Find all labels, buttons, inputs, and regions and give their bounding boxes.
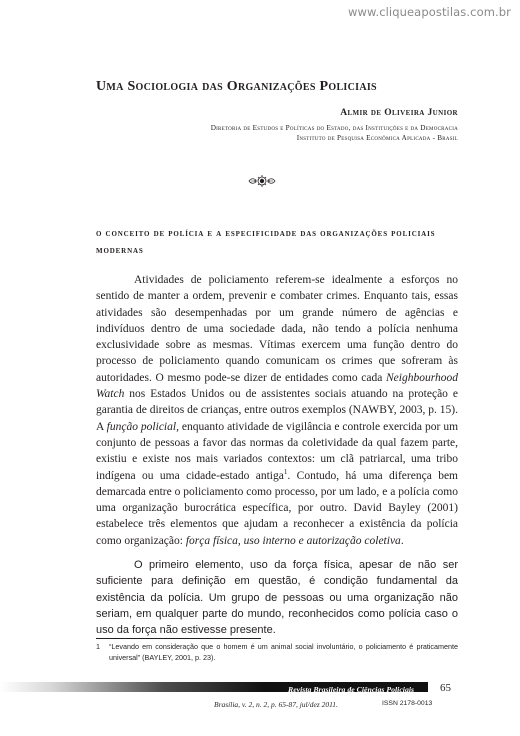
article-author: Almir de Oliveira Junior: [340, 108, 458, 118]
journal-name: Revista Brasileira de Ciências Policiais: [288, 685, 415, 694]
footnote: [96, 642, 458, 663]
text-run: nos Estados Unidos ou de assistentes sociais atuando na proteção e garantia de direitos de crianças, entre outros exemplos (NAWBY, 2003, p. 15). A: [96, 388, 458, 433]
section-heading: o conceito de polícia e a especificidade das organizações policiais modernas: [96, 228, 436, 256]
body-paragraph-1: [96, 272, 458, 549]
italic-term: Neighbourhood Watch: [96, 371, 458, 401]
body-paragraph-2: O primeiro elemento, uso da força física, apesar de não ser suficiente para definição em questão, é condição fundamental da existência da polícia. Um grupo de pessoas ou uma organização não seriam, em qualquer parte do mundo, reconhecidos como polícia caso o uso da força não estivesse presente.: [96, 559, 458, 637]
issn: ISSN 2178-0013: [382, 700, 433, 707]
author-affiliation-1: Diretoria de Estudos e Políticas do Estado, das Instituições e da Democracia: [210, 124, 458, 132]
footnote-text: “Levando em consideração que o homem é um animal social involuntário, o policiamento é praticamente universal” (BAYLEY, 2001, p. 23).: [109, 642, 458, 662]
italic-term: força física, uso interno e autorização coletiva: [185, 534, 401, 547]
footnote-number: 1: [96, 642, 100, 651]
text-run: , enquanto atividade de vigilância e controle exercida por um conjunto de pessoas a favor das normas da coletividade da qual fazem parte, existiu e existe nos mais variados contextos: um clã patriarcal, uma tribo indígena ou uma cidade-estado antiga: [96, 420, 459, 482]
text-run: Atividades de policiamento referem-se idealmente a esforços no sentido de manter a ordem, prevenir e combater crimes. Enquanto tais, essas atividades são desempenhadas por um grande número de agências e indivíduos dentro de uma sociedade dada, não tendo a polícia nenhuma exclusividade sobre as mesmas. Vítimas exercem uma função dentro do processo de policiamento quando comunicam os crimes que sofreram às autoridades. O mesmo pode-se dizer de entidades como cada: [96, 274, 458, 384]
page-number: 65: [440, 682, 451, 694]
italic-term: função policial: [106, 420, 177, 433]
text-run: .: [400, 534, 404, 547]
watermark-url: www.cliqueapostilas.com.br: [347, 5, 511, 19]
footnote-reference[interactable]: 1: [283, 467, 288, 476]
footnote-divider: [96, 638, 261, 639]
journal-citation: Brasília, v. 2, n. 2, p. 65-87, jul/dez 2011.: [214, 700, 338, 709]
article-title: Uma Sociologia das Organizações Policiais: [96, 79, 377, 94]
floral-ornament-icon: [247, 174, 277, 188]
author-affiliation-2: Instituto de Pesquisa Econômica Aplicada - Brasil: [296, 134, 458, 142]
text-run: . Contudo, há uma diferença bem demarcada entre o policiamento como processo, por um lado, e a polícia como uma organização burocrática específica, por outro. David Bayley (2001) estabelece três elementos que ajudam a reconhecer a existência da polícia como organização:: [96, 469, 458, 547]
